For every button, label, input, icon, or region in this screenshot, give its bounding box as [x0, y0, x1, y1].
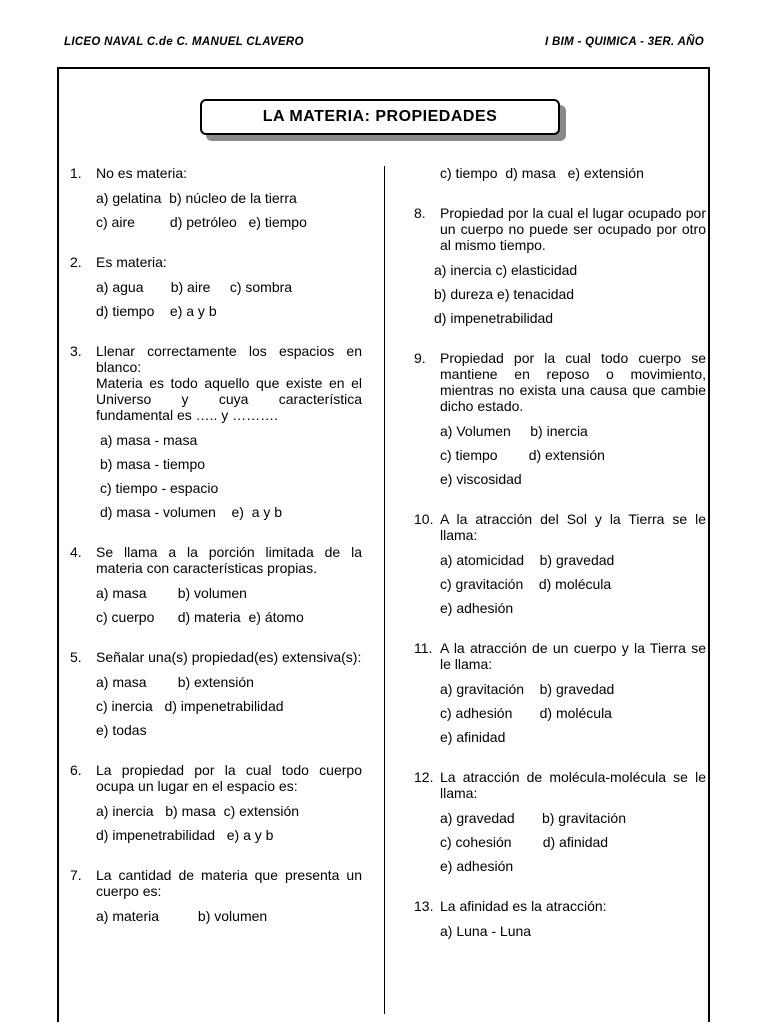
question-number: 6. — [70, 762, 82, 778]
option: c) tiempo d) extensión — [440, 447, 605, 463]
question-number: 12. — [414, 769, 434, 785]
question-11 — [414, 640, 706, 753]
question-number: 10. — [414, 511, 434, 527]
question-text: Llenar correctamente los espacios en blanco: — [96, 343, 362, 375]
question-8 — [414, 205, 706, 334]
option: c) aire d) petróleo e) tiempo — [96, 214, 307, 230]
question-number: 11. — [414, 640, 433, 656]
options — [434, 262, 706, 334]
options — [96, 674, 362, 746]
right-column — [414, 165, 706, 947]
option: a) gravedad b) gravitación — [440, 810, 626, 826]
question-number: 13. — [414, 898, 434, 914]
option: d) masa - volumen e) a y b — [100, 504, 283, 520]
question-text: Propiedad por la cual el lugar ocupado por un cuerpo no puede ser ocupado por otro al mismo tiempo. — [440, 205, 706, 253]
option: a) gelatina b) núcleo de la tierra — [96, 190, 297, 206]
option: c) cuerpo d) materia e) átomo — [96, 609, 304, 625]
option: a) masa b) volumen — [96, 585, 247, 601]
option: a) Luna - Luna — [440, 923, 532, 939]
option: c) cohesión d) afinidad — [440, 834, 609, 850]
options — [440, 423, 706, 495]
option: c) tiempo - espacio — [100, 480, 219, 496]
question-3 — [70, 343, 362, 528]
option: c) gravitación d) molécula — [440, 576, 612, 592]
options — [440, 810, 706, 882]
option: a) inercia c) elasticidad — [434, 262, 578, 278]
question-number: 4. — [70, 544, 82, 560]
option: e) adhesión — [440, 858, 514, 874]
option: e) afinidad — [440, 729, 506, 745]
question-number: 8. — [414, 205, 426, 221]
options — [440, 165, 706, 189]
option: d) tiempo e) a y b — [96, 303, 217, 319]
question-text: La afinidad es la atracción: — [440, 898, 607, 914]
options — [96, 803, 362, 851]
question-number: 3. — [70, 343, 82, 359]
options — [440, 923, 706, 947]
option: a) Volumen b) inercia — [440, 423, 588, 439]
options — [440, 681, 706, 753]
question-text: Señalar una(s) propiedad(es) extensiva(s): — [96, 649, 362, 665]
question-text: La cantidad de materia que presenta un cuerpo es: — [96, 867, 362, 899]
options — [100, 432, 362, 528]
option: b) dureza e) tenacidad — [434, 286, 575, 302]
page-title: LA MATERIA: PROPIEDADES — [200, 99, 560, 135]
question-text: A la atracción de un cuerpo y la Tierra se le llama: — [440, 640, 706, 672]
question-number: 7. — [70, 867, 82, 883]
option: e) todas — [96, 722, 147, 738]
question-9 — [414, 350, 706, 495]
question-number: 1. — [70, 165, 82, 181]
question-2 — [70, 254, 362, 327]
question-text-2: Materia es todo aquello que existe en el Universo y cuya característica fundamental es ….. y ………. — [96, 375, 362, 423]
question-1 — [70, 165, 362, 238]
question-number: 5. — [70, 649, 82, 665]
question-text: Propiedad por la cual todo cuerpo se mantiene en reposo o movimiento, mientras no exista una causa que cambie dicho estado. — [440, 350, 706, 414]
options — [440, 552, 706, 624]
option: a) masa b) extensión — [96, 674, 254, 690]
option: c) inercia d) impenetrabilidad — [96, 698, 284, 714]
question-number: 9. — [414, 350, 426, 366]
option: a) inercia b) masa c) extensión — [96, 803, 300, 819]
question-5 — [70, 649, 362, 746]
options — [96, 908, 362, 932]
option: d) impenetrabilidad e) a y b — [96, 827, 274, 843]
question-text: No es materia: — [96, 165, 188, 181]
question-7 — [70, 867, 362, 932]
option: a) materia b) volumen — [96, 908, 268, 924]
question-text: La atracción de molécula-molécula se le llama: — [440, 769, 706, 801]
option: d) impenetrabilidad — [434, 310, 554, 326]
question-text: La propiedad por la cual todo cuerpo ocupa un lugar en el espacio es: — [96, 762, 362, 794]
question-text: A la atracción del Sol y la Tierra se le llama: — [440, 511, 706, 543]
question-6 — [70, 762, 362, 851]
option: e) viscosidad — [440, 471, 522, 487]
question-7-continued — [414, 165, 706, 189]
options — [96, 585, 362, 633]
school-name: LICEO NAVAL C.de C. MANUEL CLAVERO — [64, 36, 304, 48]
option: b) masa - tiempo — [100, 456, 206, 472]
question-number: 2. — [70, 254, 82, 270]
question-10 — [414, 511, 706, 624]
question-4 — [70, 544, 362, 633]
left-column — [70, 165, 362, 948]
question-13 — [414, 898, 706, 947]
question-12 — [414, 769, 706, 882]
options — [96, 190, 362, 238]
option: a) masa - masa — [100, 432, 198, 448]
course-label: I BIM - QUIMICA - 3ER. AÑO — [544, 36, 704, 48]
option: c) tiempo d) masa e) extensión — [440, 165, 644, 181]
column-divider — [384, 166, 385, 1014]
option: a) gravitación b) gravedad — [440, 681, 615, 697]
options — [96, 279, 362, 327]
question-text: Se llama a la porción limitada de la materia con características propias. — [96, 544, 362, 576]
option: c) adhesión d) molécula — [440, 705, 612, 721]
option: a) agua b) aire c) sombra — [96, 279, 293, 295]
question-text: Es materia: — [96, 254, 167, 270]
option: a) atomicidad b) gravedad — [440, 552, 615, 568]
option: e) adhesión — [440, 600, 514, 616]
